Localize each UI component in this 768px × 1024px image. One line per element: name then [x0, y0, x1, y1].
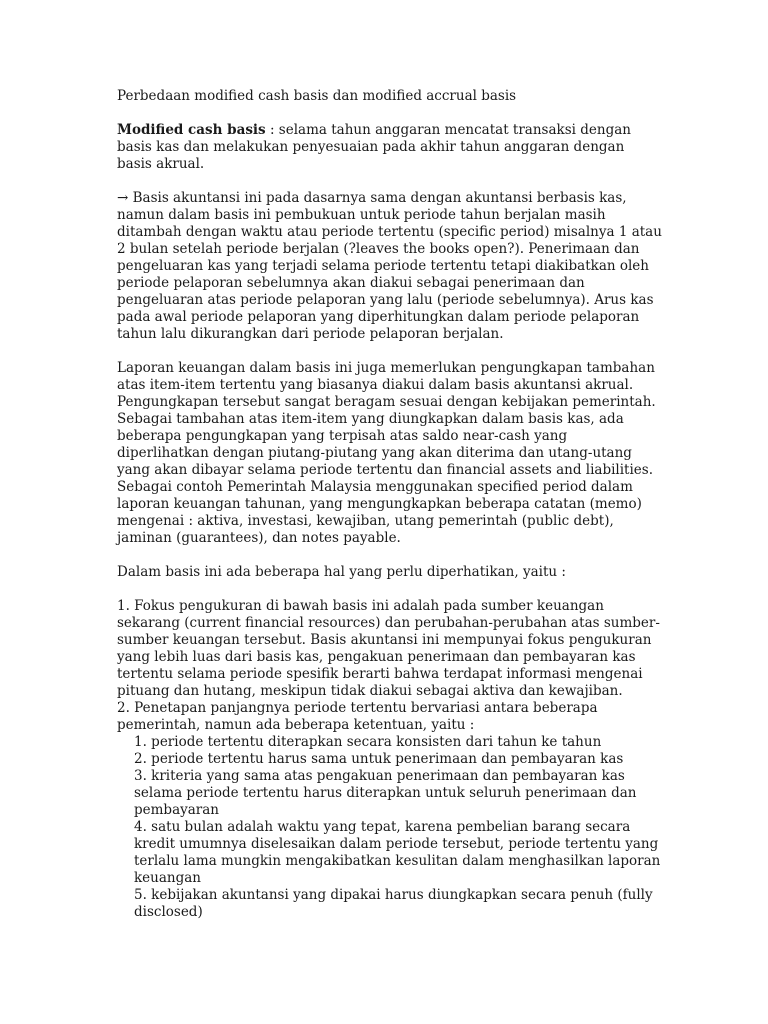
- sub-list-item: 3. kriteria yang sama atas pengakuan penerimaan dan pembayaran kas selama periode tertentu harus diterapkan untuk seluruh penerimaan dan pembayaran: [134, 768, 637, 818]
- arrow-paragraph-text: Basis akuntansi ini pada dasarnya sama dengan akuntansi berbasis kas, namun dalam basis ini pembukuan untuk periode tahun berjalan masih ditambah dengan waktu atau periode tertentu (specific period) misalnya 1 atau 2 bulan setelah periode berjalan (?leaves the books open?). Penerimaan dan pengeluaran kas yang terjadi selama periode tertentu tetapi diakibatkan oleh periode pelaporan sebelumnya akan diakui sebagai penerimaan dan pengeluaran atas periode pelaporan yang lalu (periode sebelumnya). Arus kas pada awal periode pelaporan yang diperhitungkan dalam periode pelaporan tahun lalu dikurangkan dari periode pelaporan berjalan.: [117, 190, 662, 342]
- modified-cash-basis-paragraph: [117, 122, 662, 173]
- sub-list-item: 4. satu bulan adalah waktu yang tepat, karena pembelian barang secara kredit umumnya diselesaikan dalam periode tersebut, periode tertentu yang terlalu lama mungkin mengakibatkan kesulitan dalam menghasilkan laporan keuangan: [134, 819, 661, 886]
- sub-list: [117, 734, 662, 921]
- arrow-paragraph: [117, 190, 662, 343]
- list-item: 2. Penetapan panjangnya periode tertentu bervariasi antara beberapa pemerintah, namun ada beberapa ketentuan, yaitu :: [117, 700, 598, 733]
- list-item: 1. Fokus pengukuran di bawah basis ini adalah pada sumber keuangan sekarang (current financial resources) dan perubahan-perubahan atas sumber-sumber keuangan tersebut. Basis akuntansi ini mempunyai fokus pengukuran yang lebih luas dari basis kas, pengakuan penerimaan dan pembayaran kas tertentu selama periode spesifik berarti bahwa terdapat informasi mengenai pituang dan hutang, meskipun tidak diakui sebagai aktiva dan kewajiban.: [117, 598, 660, 699]
- sub-list-item: 1. periode tertentu diterapkan secara konsisten dari tahun ke tahun: [134, 734, 602, 750]
- modified-cash-basis-definition: : selama tahun anggaran mencatat transaksi dengan basis kas dan melakukan penyesuaian pada akhir tahun anggaran dengan basis akrual.: [117, 122, 631, 172]
- list-intro: Dalam basis ini ada beberapa hal yang perlu diperhatikan, yaitu :: [117, 564, 566, 580]
- modified-cash-basis-term: Modified cash basis: [117, 122, 266, 138]
- document-title: Perbedaan modified cash basis dan modified accrual basis: [117, 88, 517, 104]
- sub-list-item: 5. kebijakan akuntansi yang dipakai harus diungkapkan secara penuh (fully disclosed): [134, 887, 653, 920]
- laporan-keuangan-paragraph: Laporan keuangan dalam basis ini juga memerlukan pengungkapan tambahan atas item-item tertentu yang biasanya diakui dalam basis akuntansi akrual. Pengungkapan tersebut sangat beragam sesuai dengan kebijakan pemerintah. Sebagai tambahan atas item-item yang diungkapkan dalam basis kas, ada beberapa pengungkapan yang terpisah atas saldo near-cash yang diperlihatkan dengan piutang-piutang yang akan diterima dan utang-utang yang akan dibayar selama periode tertentu dan financial assets and liabilities. Sebagai contoh Pemerintah Malaysia menggunakan specified period dalam laporan keuangan tahunan, yang mengungkapkan beberapa catatan (memo) mengenai : aktiva, investasi, kewajiban, utang pemerintah (public debt), jaminan (guarantees), dan notes payable.: [117, 360, 656, 546]
- document-page: [117, 88, 662, 921]
- arrow-right-icon: →: [117, 190, 129, 206]
- sub-list-item: 2. periode tertentu harus sama untuk penerimaan dan pembayaran kas: [134, 751, 624, 767]
